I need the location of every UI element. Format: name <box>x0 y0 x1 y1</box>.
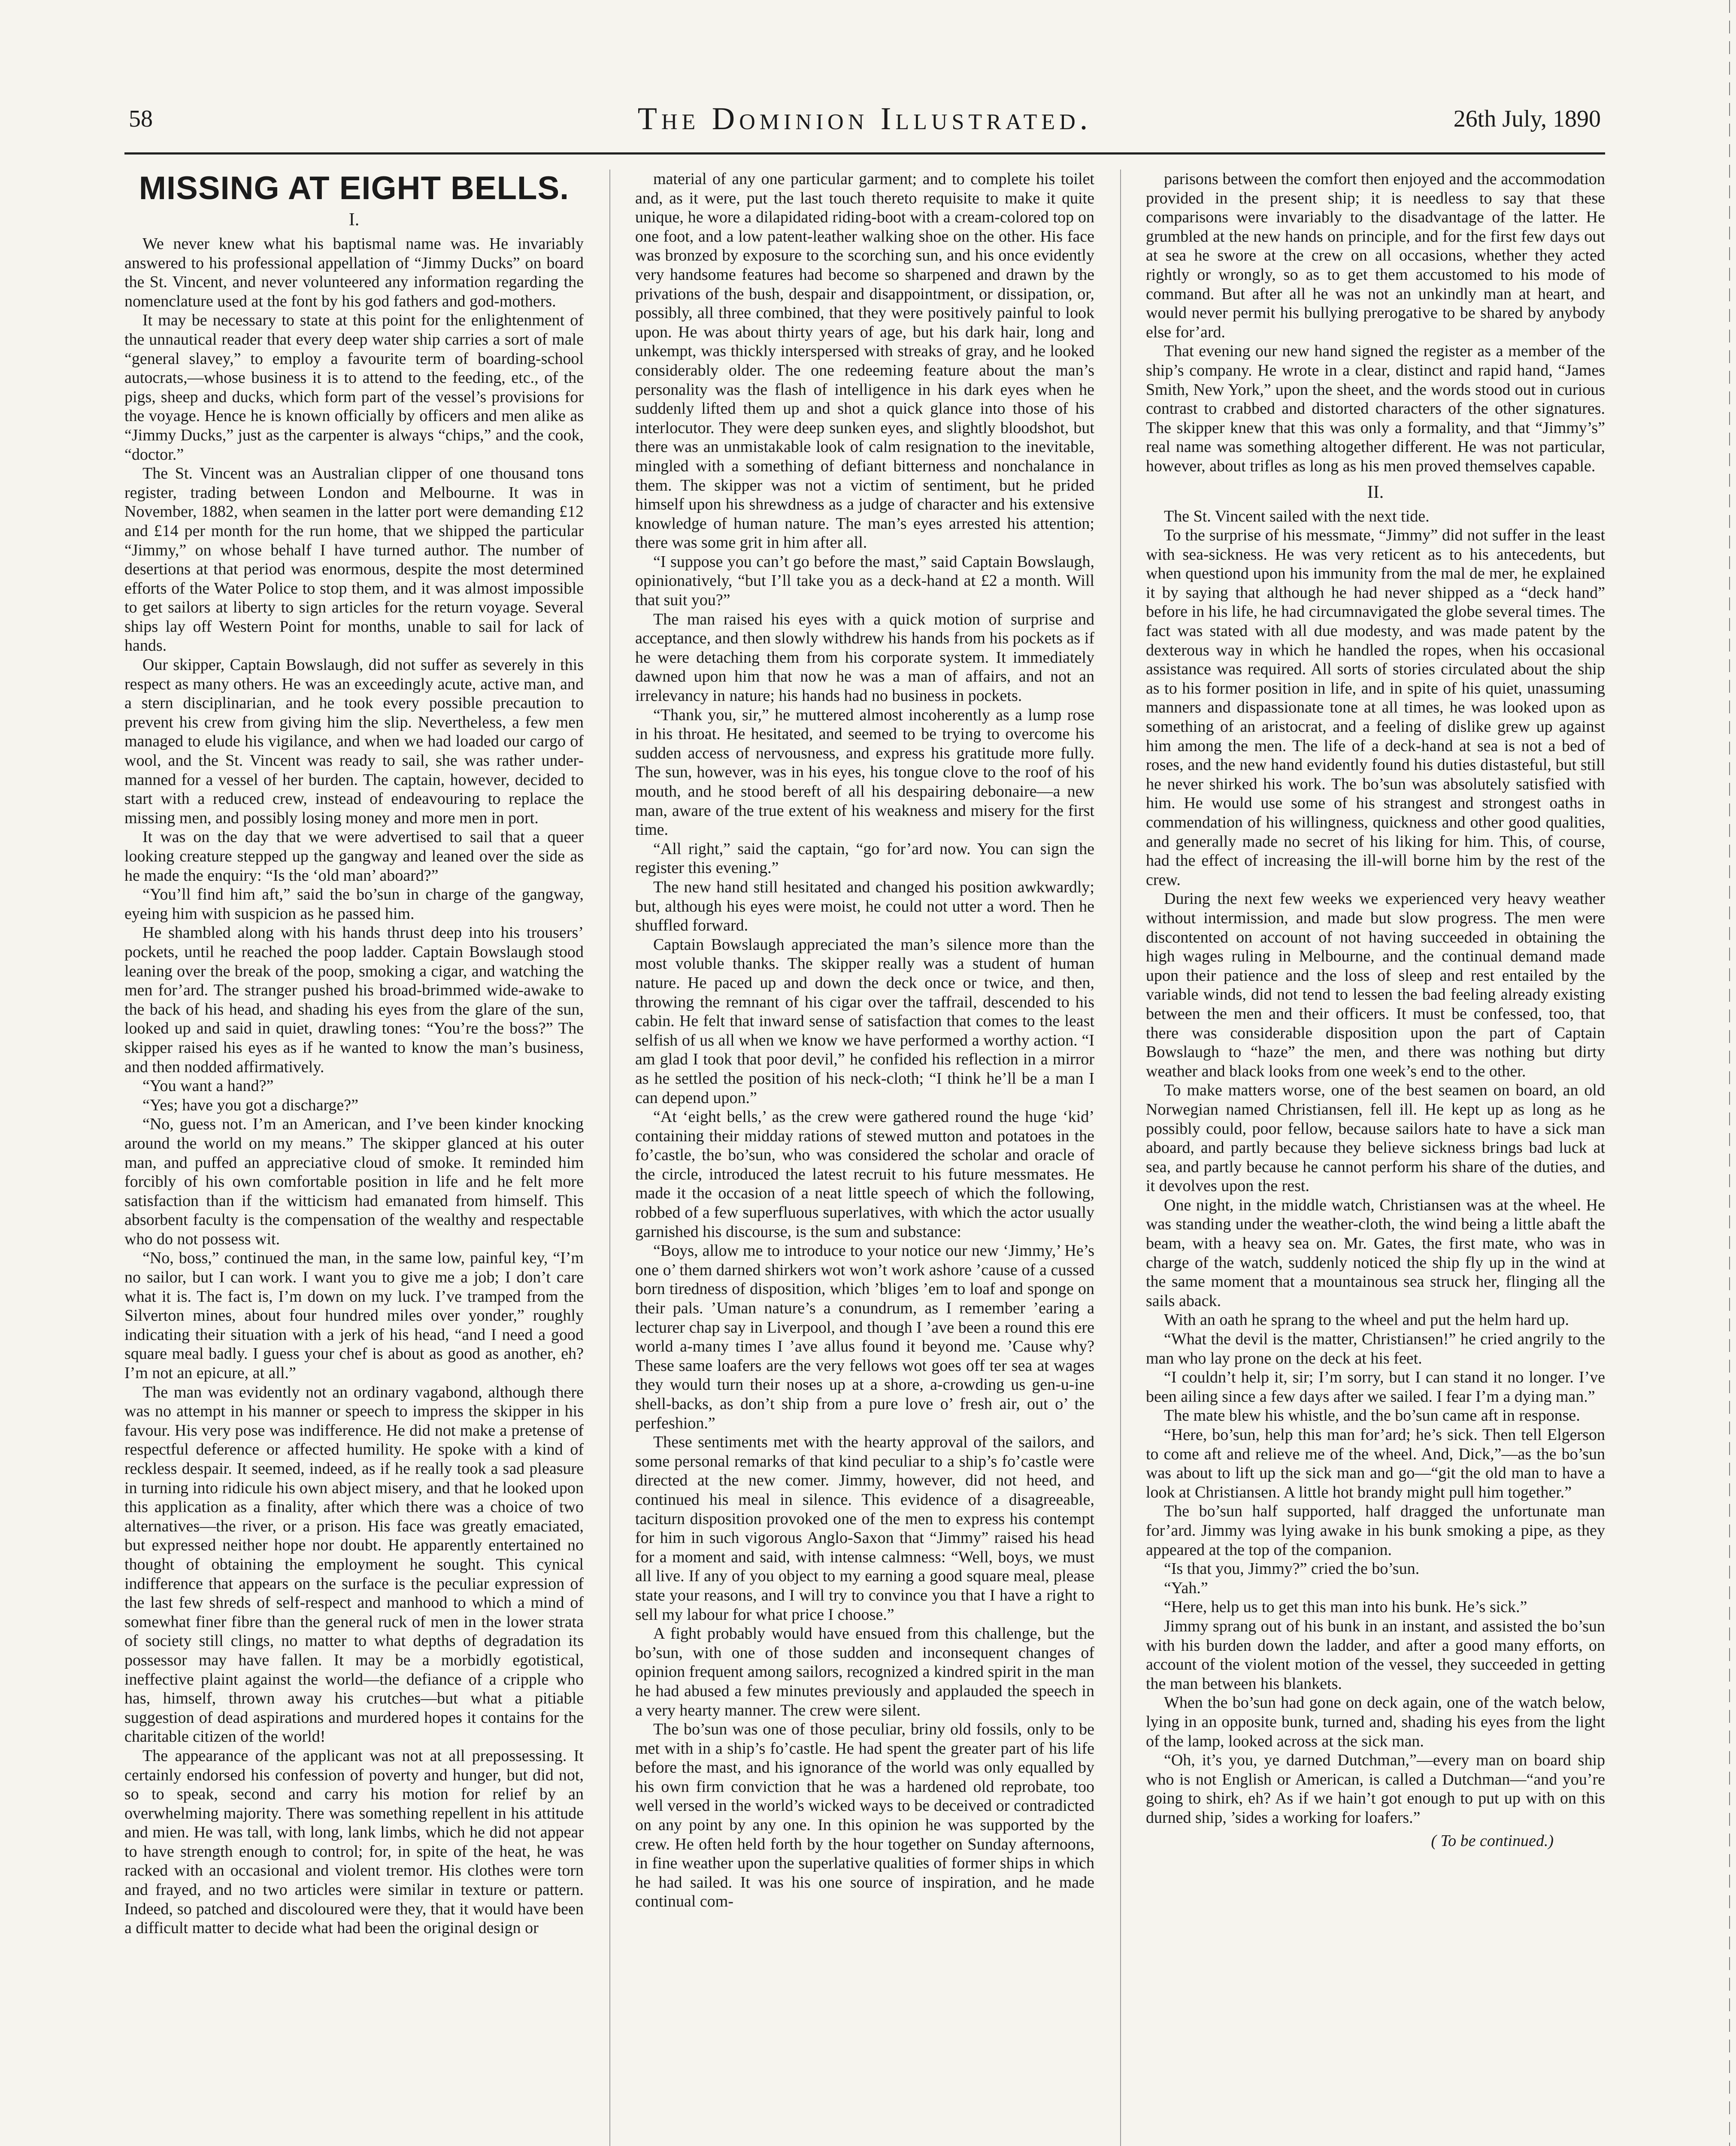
paragraph: To make matters worse, one of the best seamen on board, an old Norwegian named Christiansen, fell ill. He kept up as long as he possibly could, poor fellow, because sailors hate to have a sick man aboard, and partly because they believe sickness brings bad luck at sea, and partly because he cannot perform his share of the duties, and it devolves upon the rest. <box>1146 1081 1605 1195</box>
paragraph: “At ‘eight bells,’ as the crew were gathered round the huge ‘kid’ containing their midday rations of stewed mutton and potatoes in the fo’castle, the bo’sun, who was considered the scholar and oracle of the circle, introduced the latest recruit to his future messmates. He made it the occasion of a neat little speech of which the following, robbed of a few superfluous superlatives, with which the actor usually garnished his discourse, is the sum and substance: <box>635 1108 1094 1241</box>
paragraph: “Oh, it’s you, ye darned Dutchman,”—every man on board ship who is not English or American, is called a Dutchman—“and you’re going to shirk, eh? As if we hain’t got enough to put up with on this durned ship, ’sides a working for loafers.” <box>1146 1751 1605 1827</box>
paragraph: “No, guess not. I’m an American, and I’ve been kinder knocking around the world on my means.” The skipper glanced at his outer man, and puffed an appreciative cloud of smoke. It reminded him forcibly of his own comfortable position in life and he felt more satisfaction than if the witticism had emanated from himself. This absorbent faculty is the compensation of the wealthy and respectable who do not possess wit. <box>124 1115 584 1248</box>
publication-title: The Dominion Illustrated. <box>637 101 1092 136</box>
paragraph: “All right,” said the captain, “go for’ard now. You can sign the register this evening.” <box>635 840 1094 877</box>
page-header <box>124 97 1605 155</box>
paragraph: It was on the day that we were advertised to sail that a queer looking creature stepped up the gangway and leaned over the side as he made the enquiry: “Is the ‘old man’ aboard?” <box>124 828 584 885</box>
paragraph: “Is that you, Jimmy?” cried the bo’sun. <box>1164 1560 1420 1578</box>
paragraph: “I suppose you can’t go before the mast,” said Captain Bowslaugh, opinionatively, “but I’ll take you as a deck-hand at £2 a month. Will that suit you?” <box>635 552 1094 609</box>
column-divider <box>1120 170 1121 2146</box>
paragraph: It may be necessary to state at this point for the enlightenment of the unnautical reader that every deep water ship carries a sort of male “general slavey,” to employ a favourite term of boarding-school autocrats,—whose business it is to attend to the feeding, etc., of the pigs, sheep and ducks, which form part of the vessel’s provisions for the voyage. Hence he is known officially by officers and men alike as “Jimmy Ducks,” just as the carpenter is always “chips,” and the cook, “doctor.” <box>124 311 584 464</box>
paragraph: That evening our new hand signed the register as a member of the ship’s company. He wrote in a clear, distinct and rapid hand, “James Smith, New York,” upon the sheet, and the words stood out in curious contrast to crabbed and distorted characters of the other signatures. The skipper knew that this was only a formality, and that “Jimmy’s” real name was something altogether different. He was not particular, however, about trifles as long as his men proved themselves capable. <box>1146 342 1605 475</box>
column-divider <box>609 170 610 2146</box>
paragraph: material of any one particular garment; and to complete his toilet and, as it were, put the last touch thereto requisite to make it quite unique, he wore a dilapidated riding-boot with a cream-colored top on one foot, and a low patent-leather walking shoe on the other. His face was bronzed by exposure to the scorching sun, and his once evidently very handsome features had become so sharpened and drawn by the privations of the bush, despair and disappointment, or dissipation, or, possibly, all three combined, that they were positively painful to look upon. He was about thirty years of age, but his dark hair, long and unkempt, was thickly interspersed with streaks of gray, and he looked considerably older. The one redeeming feature about the man’s personality was the flash of intelligence in his dark eyes when he suddenly lifted them up and shot a quick glance into those of his interlocutor. They were deep sunken eyes, and slightly bloodshot, but there was an unmistakable look of calm resignation to the inevitable, mingled with a something of defiant bitterness and nonchalance in them. The skipper was not a victim of sentiment, but he prided himself upon his shrewdness as a judge of character and his extensive knowledge of human nature. The man’s eyes arrested his attention; there was some grit in him after all. <box>635 170 1094 552</box>
paragraph: Captain Bowslaugh appreciated the man’s silence more than the most voluble thanks. The skipper really was a student of human nature. He paced up and down the deck once or twice, and then, throwing the remnant of his cigar over the taffrail, descended to his cabin. He felt that inward sense of satisfaction that comes to the least selfish of us all when we know we have performed a worthy action. “I am glad I took that poor devil,” he confided his reflection in a mirror as he settled the position of his neck-cloth; “I think he’ll be a man I can depend upon.” <box>635 935 1094 1107</box>
section-number: II. <box>1367 482 1384 502</box>
paragraph: The man raised his eyes with a quick motion of surprise and acceptance, and then slowly withdrew his hands from his pockets as if he were detaching them from his corporate system. It immediately dawned upon him that now he was a man of affairs, and not an irrelevancy in nature; his hands had no business in pockets. <box>635 610 1094 705</box>
paragraph: The bo’sun was one of those peculiar, briny old fossils, only to be met with in a ship’s fo’castle. He had spent the greater part of his life before the mast, and his ignorance of the world was only equalled by his own firm conviction that he was a hardened old reprobate, too well versed in the world’s wicked ways to be deceived or contradicted on any point by any one. In this opinion he was supported by the crew. He often held forth by the hour together on Sunday afternoons, in fine weather upon the superlative qualities of former ships in which he had sailed. It was his one source of inspiration, and he made continual com- <box>635 1720 1094 1911</box>
paragraph: The bo’sun half supported, half dragged the unfortunate man for’ard. Jimmy was lying awake in his bunk smoking a pipe, as they appeared at the top of the companion. <box>1146 1502 1605 1559</box>
paragraph: “No, boss,” continued the man, in the same low, painful key, “I’m no sailor, but I can work. I want you to give me a job; I don’t care what it is. The fact is, I’m down on my luck. I’ve tramped from the Silverton mines, about four hundred miles over yonder,” roughly indicating their situation with a jerk of his head, “and I need a good square meal badly. I guess your chef is about as good as another, eh? I’m not an epicure, at all.” <box>124 1249 584 1382</box>
paragraph: “You’ll find him aft,” said the bo’sun in charge of the gangway, eyeing him with suspicion as he passed him. <box>124 885 584 923</box>
column-1 <box>124 170 584 2146</box>
paragraph: Our skipper, Captain Bowslaugh, did not suffer as severely in this respect as many others. He was an exceedingly acute, active man, and a stern disciplinarian, and he took every possible precaution to prevent his crew from giving him the slip. Nevertheless, a few men managed to elude his vigilance, and when we had loaded our cargo of wool, and the St. Vincent was ready to sail, she was rather under-manned for a vessel of her burden. The captain, however, decided to start with a reduced crew, instead of endeavouring to replace the missing men, and possibly losing money and more men in port. <box>124 656 584 827</box>
page-number: 58 <box>129 106 153 132</box>
column-3 <box>1146 170 1605 2146</box>
issue-date: 26th July, 1890 <box>1453 106 1601 132</box>
paragraph: The mate blew his whistle, and the bo’sun came aft in response. <box>1164 1406 1580 1425</box>
paragraph: We never knew what his baptismal name was. He invariably answered to his professional appellation of “Jimmy Ducks” on board the St. Vincent, and never volunteered any information regarding the nomenclature used at the font by his god fathers and god-mothers. <box>124 235 584 310</box>
paragraph: “You want a hand?” <box>142 1077 274 1095</box>
paragraph: “Yah.” <box>1164 1579 1208 1597</box>
paragraph: “Yes; have you got a discharge?” <box>142 1096 359 1114</box>
paragraph: “What the devil is the matter, Christiansen!” he cried angrily to the man who lay prone on the deck at his feet. <box>1146 1330 1605 1367</box>
paragraph: “Here, bo’sun, help this man for’ard; he’s sick. Then tell Elgerson to come aft and relieve me of the wheel. And, Dick,”—as the bo’sun was about to lift up the sick man and go—“git the old man to have a look at Christiansen. A little hot brandy might pull him together.” <box>1146 1426 1605 1501</box>
section-number: I. <box>348 210 360 230</box>
paragraph: These sentiments met with the hearty approval of the sailors, and some personal remarks of that kind peculiar to a ship’s fo’castle were directed at the new comer. Jimmy, however, did not heed, and continued his meal in silence. This evidence of a disagreeable, taciturn disposition provoked one of the men to express his contempt for him in such vigorous Anglo-Saxon that “Jimmy” raised his head for a moment and said, with intense calmness: “Well, boys, we must all live. If any of you object to my earning a good square meal, please state your reasons, and I will try to convince you that I have a right to sell my labour for what price I choose.” <box>635 1433 1094 1624</box>
paragraph: A fight probably would have ensued from this challenge, but the bo’sun, with one of those sudden and inconsequent changes of opinion frequent among sailors, recognized a kindred spirit in the man he had abused a few minutes previously and applauded the speech in a very hearty manner. The crew were silent. <box>635 1625 1094 1719</box>
paragraph: The St. Vincent was an Australian clipper of one thousand tons register, trading between London and Melbourne. It was in November, 1882, when seamen in the latter port were demanding £12 and £14 per month for the run home, that we shipped the particular “Jimmy,” on whose behalf I have turned author. The number of desertions at that period was enormous, despite the most determined efforts of the Water Police to stop them, and it was almost impossible to get sailors at liberty to sign articles for the return voyage. Several ships lay off Western Point for months, unable to sail for lack of hands. <box>124 464 584 655</box>
paragraph: The St. Vincent sailed with the next tide. <box>1164 507 1430 525</box>
page-edge-ornament <box>1710 0 1736 2146</box>
paragraph: “I couldn’t help it, sir; I’m sorry, but I can stand it no longer. I’ve been ailing since a few days after we sailed. I fear I’m a dying man.” <box>1146 1368 1605 1406</box>
column-1-text <box>124 234 584 1938</box>
paragraph: The appearance of the applicant was not at all prepossessing. It certainly endorsed his confession of poverty and hunger, but did not, so to speak, second and carry his motion for relief by an overwhelming majority. There was something repellent in his attitude and mien. He was tall, with long, lank limbs, which he did not appear to have strength enough to control; for, in spite of the heat, he was racked with an occasional and violent tremor. His clothes were torn and frayed, and no two articles were similar in texture or pattern. Indeed, so patched and discoloured were they, that it would have been a difficult matter to decide what had been the original design or <box>124 1746 584 1937</box>
paragraph: Jimmy sprang out of his bunk in an instant, and assisted the bo’sun with his burden down the ladder, and after a good many efforts, on account of the violent motion of the vessel, they succeeded in getting the man between his blankets. <box>1146 1617 1605 1693</box>
paragraph: The man was evidently not an ordinary vagabond, although there was no attempt in his manner or speech to impress the skipper in his favour. His very pose was indifference. He did not make a pretense of respectful deference or affected humility. He spoke with a kind of reckless despair. It seemed, indeed, as if he really took a sad pleasure in turning into ridicule his own abject misery, and that he looked upon this application as a finality, after which there was a choice of two alternatives—the river, or a prison. His face was greatly emaciated, but expressed neither hope nor doubt. He apparently entertained no thought of obtaining the employment he sought. This cynical indifference that appears on the surface is the peculiar expression of the last few shreds of self-respect and manhood to which a mind of somewhat finer fibre than the general ruck of men in the lower strata of society still clings, no matter to what depths of degradation its possessor may have fallen. It may be a morbidly egotistical, ineffective plaint against the world—the defiance of a cripple who has, himself, thrown away his crutches—but what a pitiable suggestion of dead aspirations and murdered hopes it contains for the charitable citizen of the world! <box>124 1383 584 1746</box>
article-title: MISSING AT EIGHT BELLS. <box>139 170 570 206</box>
continued-note: ( To be continued.) <box>1431 1832 1554 1850</box>
article-body <box>124 170 1605 2146</box>
paragraph: He shambled along with his hands thrust deep into his trousers’ pockets, until he reached the poop ladder. Captain Bowslaugh stood leaning over the break of the poop, smoking a cigar, and watching the men for’ard. The stranger pushed his broad-brimmed wide-awake to the back of his head, and shading his eyes from the glare of the sun, looked up and said in quiet, drawling tones: “You’re the boss?” The skipper raised his eyes as if he wanted to know the man’s business, and then nodded affirmatively. <box>124 924 584 1076</box>
paragraph: parisons between the comfort then enjoyed and the accommodation provided in the present ship; it is needless to say that these comparisons were invariably to the disadvantage of the latter. He grumbled at the new hands on principle, and for the first few days out at sea he swore at the crew on all occasions, whether they acted rightly or wrongly, so as to get them accustomed to his mode of command. But after all he was not an unkindly man at heart, and would never permit his bullying prerogative to be shared by anybody else for’ard. <box>1146 170 1605 341</box>
paragraph: During the next few weeks we experienced very heavy weather without intermission, and made but slow progress. The men were discontented on account of not having succeeded in obtaining the high wages ruling in Melbourne, and the continual demand made upon their patience and the loss of sleep and rest entailed by the variable winds, did not tend to lessen the bad feeling already existing between the men and their officers. It must be confessed, too, that there was considerable disposition upon the part of Captain Bowslaugh to “haze” the men, and there was nothing but dirty weather and black looks from one week’s end to the other. <box>1146 890 1605 1080</box>
paragraph: “Here, help us to get this man into his bunk. He’s sick.” <box>1164 1598 1527 1616</box>
paragraph: When the bo’sun had gone on deck again, one of the watch below, lying in an opposite bunk, turned and, shading his eyes from the light of the lamp, looked across at the sick man. <box>1146 1694 1605 1750</box>
paragraph: To the surprise of his messmate, “Jimmy” did not suffer in the least with sea-sickness. He was very reticent as to his antecedents, but when questiond upon his immunity from the mal de mer, he explained it by saying that although he had never shipped as a “deck hand” before in his life, he had circumnavigated the globe several times. The fact was stated with all due modesty, and was made patent by the dexterous way in which he handled the ropes, when his occasional assistance was required. All sorts of stories circulated about the ship as to his former position in life, and in spite of his quiet, unassuming manners and dispassionate tone at all times, he was looked upon as something of an aristocrat, and a feeling of dislike grew up against him among the men. The life of a deck-hand at sea is not a bed of roses, and the new hand evidently found his duties distasteful, but still he never shirked his work. The bo’sun was absolutely satisfied with him. He would use some of his strangest and strongest oaths in commendation of his willingness, quickness and other good qualities, and generally made no secret of his liking for him. This, of course, had the effect of increasing the ill-will borne him by the rest of the crew. <box>1146 526 1605 889</box>
paragraph: One night, in the middle watch, Christiansen was at the wheel. He was standing under the weather-cloth, the wind being a little abaft the beam, with a heavy sea on. Mr. Gates, the first mate, who was in charge of the watch, suddenly noticed the ship fly up in the wind at the same moment that a mountainous sea struck her, flinging all the sails aback. <box>1146 1196 1605 1310</box>
paragraph: “Thank you, sir,” he muttered almost incoherently as a lump rose in his throat. He hesitated, and seemed to be trying to overcome his sudden access of nervousness, and express his gratitude more fully. The sun, however, was in his eyes, his tongue clove to the roof of his mouth, and he stood bereft of all his despairing debonaire—a new man, aware of the true extent of his weakness and misery for the first time. <box>635 706 1094 839</box>
column-2-text <box>635 170 1094 1911</box>
paragraph: “Boys, allow me to introduce to your notice our new ‘Jimmy,’ He’s one o’ them darned shirkers wot won’t work ashore ’cause of a cussed born tiredness of disposition, which ’bliges ’em to loaf and sponge on their pals. ’Uman nature’s a conundrum, as I remember ’earing a lecturer chap say in Liverpool, and though I ’ave been a round this ere world a-many times I ’ave allus found it beyond me. ’Cause why? These same loafers are the very fellows wot goes off ter sea at wages they would turn their noses up at a shore, a-crowding us gen-u-ine shell-backs, as don’t ship from a pure love o’ fresh air, out o’ the perfeshion.” <box>635 1242 1094 1432</box>
paragraph: With an oath he sprang to the wheel and put the helm hard up. <box>1164 1311 1569 1329</box>
column-2 <box>635 170 1094 2146</box>
column-3-text-bottom <box>1146 507 1605 1828</box>
paragraph: The new hand still hesitated and changed his position awkwardly; but, although his eyes were moist, he could not utter a word. Then he shuffled forward. <box>635 878 1094 935</box>
column-3-text-top <box>1146 170 1605 476</box>
